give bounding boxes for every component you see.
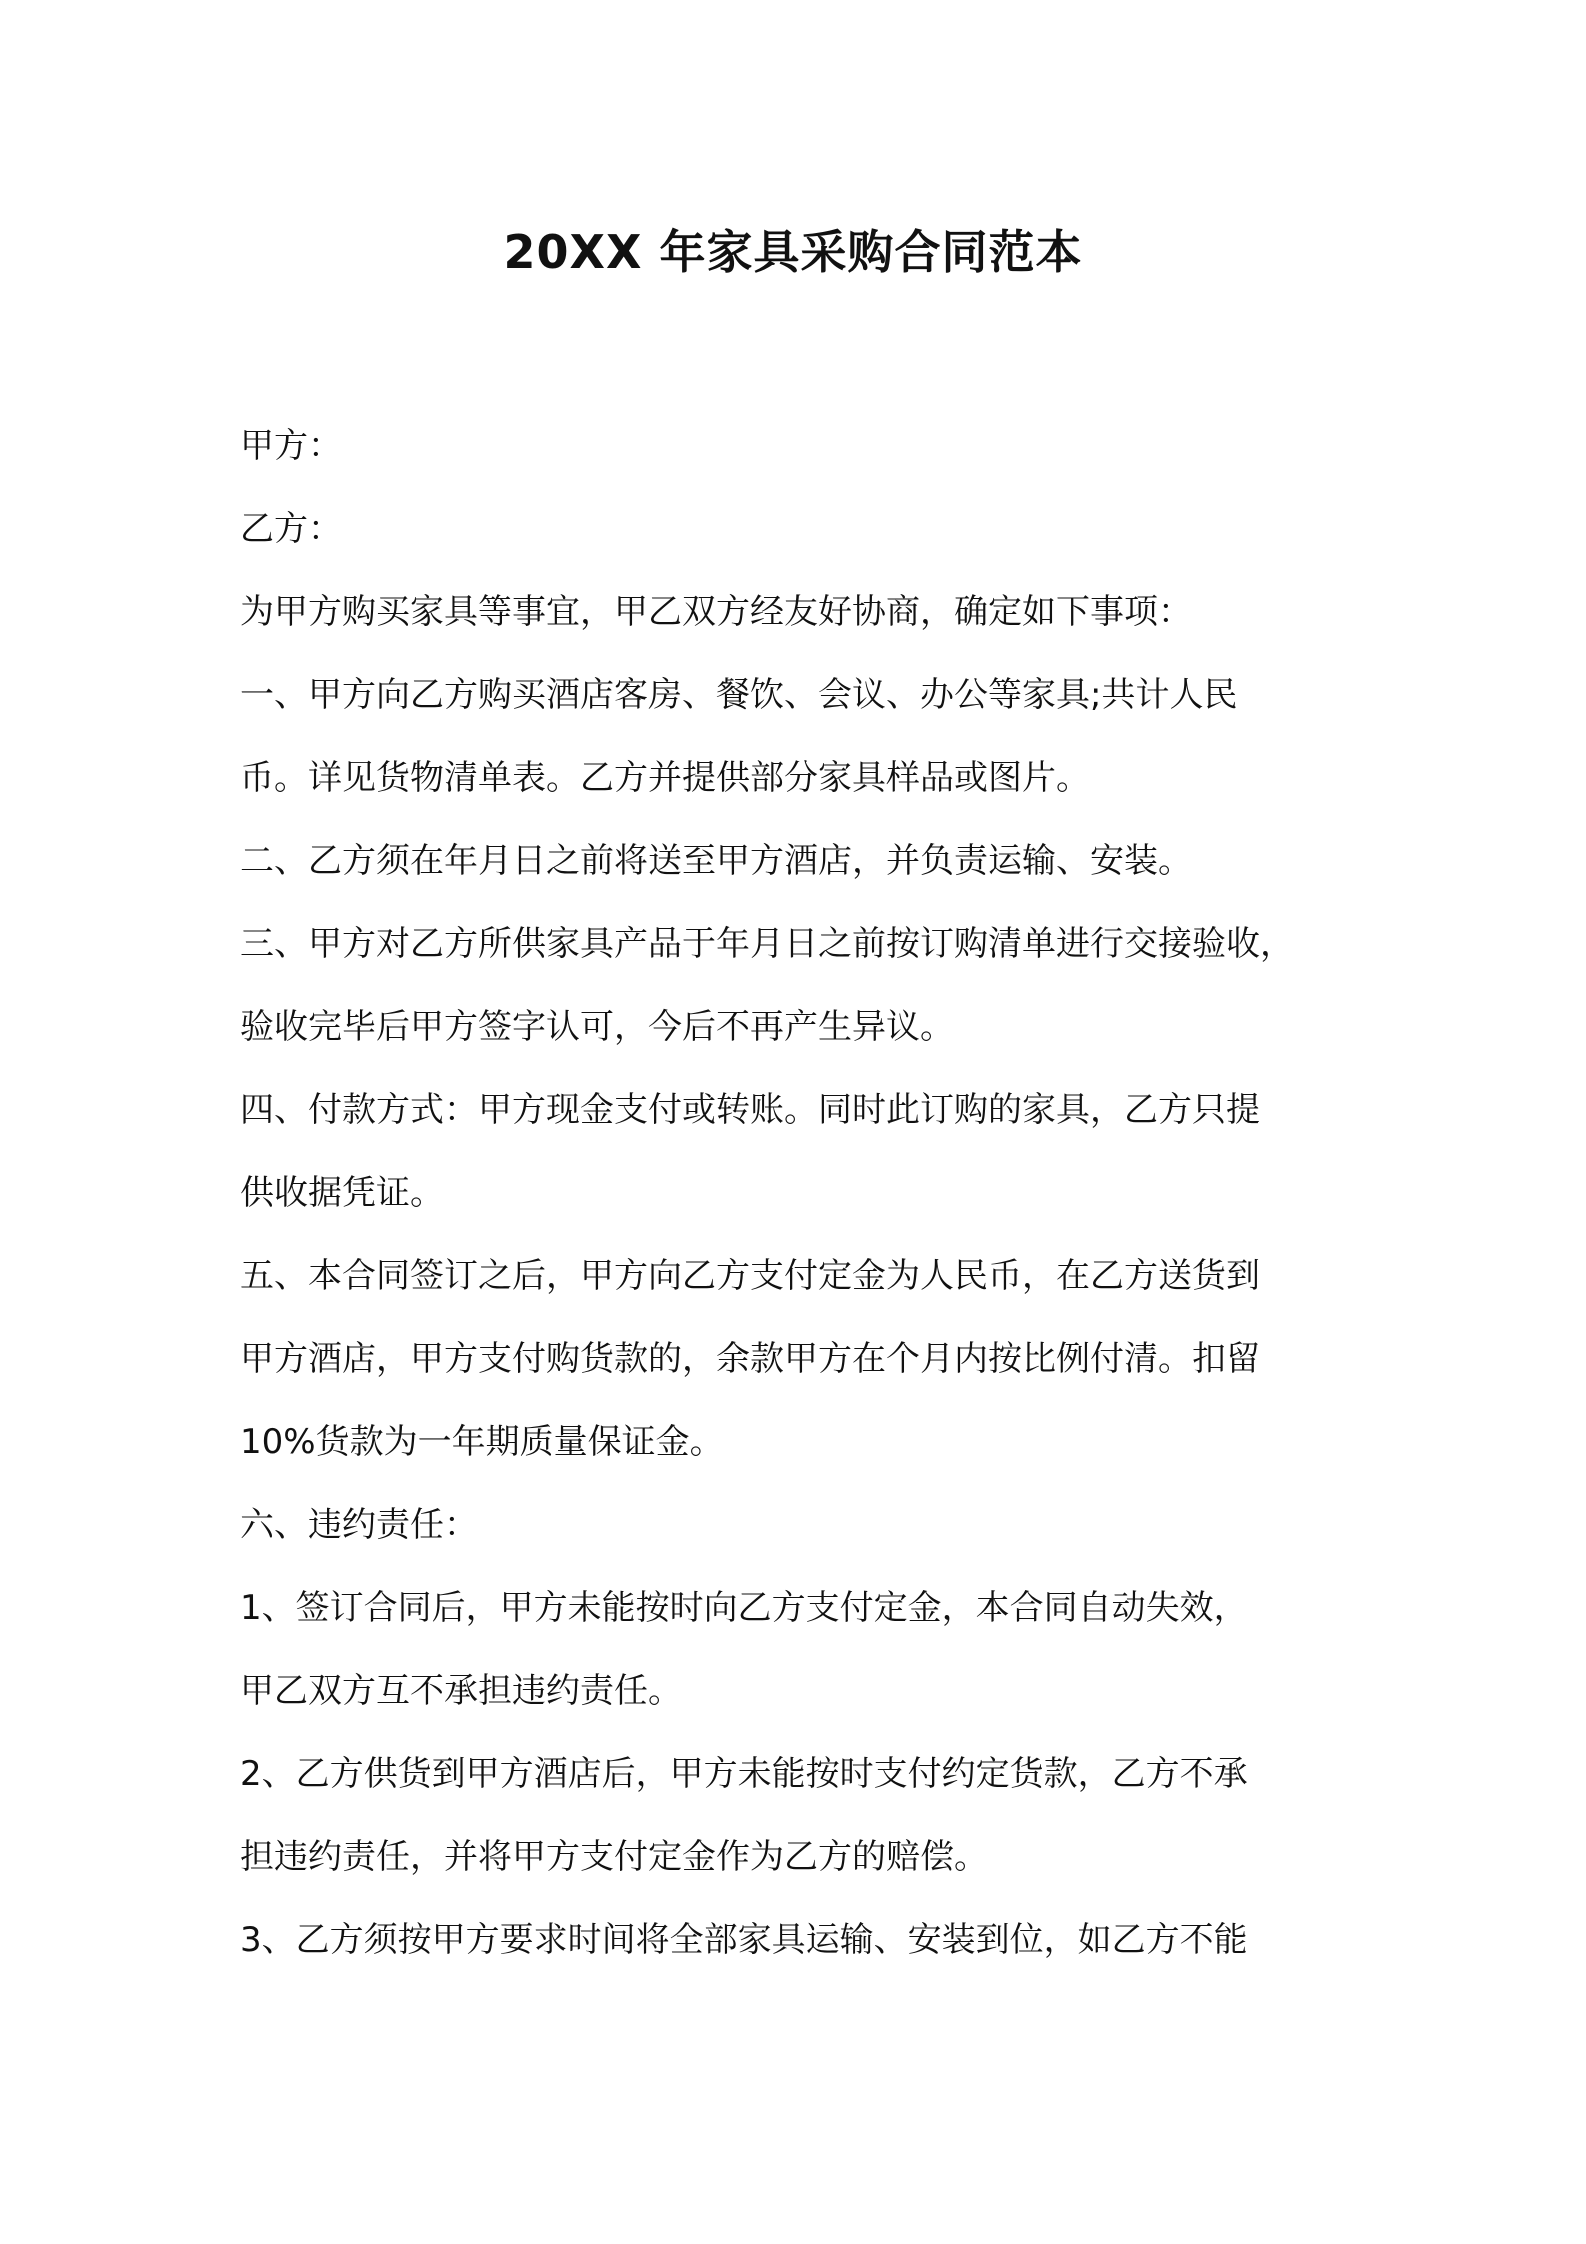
text-line: 担违约责任，并将甲方支付定金作为乙方的赔偿。 [240,1837,988,1877]
text-line-preamble: 为甲方购买家具等事宜，甲乙双方经友好协商，确定如下事项： [240,592,1192,632]
text-line: 一、甲方向乙方购买酒店客房、餐饮、会议、办公等家具;共计人民 [240,675,1238,715]
text-line: 验收完毕后甲方签字认可，今后不再产生异议。 [240,1007,954,1047]
document-body [240,405,1360,1982]
document-title: 20XX 年家具采购合同范本 [503,225,1083,279]
text-line-section-heading: 六、违约责任： [240,1505,478,1545]
text-line: 五、本合同签订之后，甲方向乙方支付定金为人民币，在乙方送货到 [240,1256,1260,1296]
text-line: 供收据凭证。 [240,1173,444,1213]
text-line: 10%货款为一年期质量保证金。 [240,1422,724,1462]
text-line: 2、乙方供货到甲方酒店后，甲方未能按时支付约定货款，乙方不承 [240,1754,1248,1794]
text-line: 四、付款方式：甲方现金支付或转账。同时此订购的家具，乙方只提 [240,1090,1260,1130]
text-line: 3、乙方须按甲方要求时间将全部家具运输、安装到位，如乙方不能 [240,1920,1248,1960]
text-line: 币。详见货物清单表。乙方并提供部分家具样品或图片。 [240,758,1090,798]
text-line: 三、甲方对乙方所供家具产品于年月日之前按订购清单进行交接验收， [240,924,1294,964]
text-line-party-a: 甲方： [240,426,342,466]
text-line: 1、签订合同后，甲方未能按时向乙方支付定金，本合同自动失效， [240,1588,1248,1628]
text-line: 二、乙方须在年月日之前将送至甲方酒店，并负责运输、安装。 [240,841,1192,881]
text-line: 甲乙双方互不承担违约责任。 [240,1671,682,1711]
text-line-party-b: 乙方： [240,509,342,549]
text-line: 甲方酒店，甲方支付购货款的，余款甲方在个月内按比例付清。扣留 [240,1339,1260,1379]
